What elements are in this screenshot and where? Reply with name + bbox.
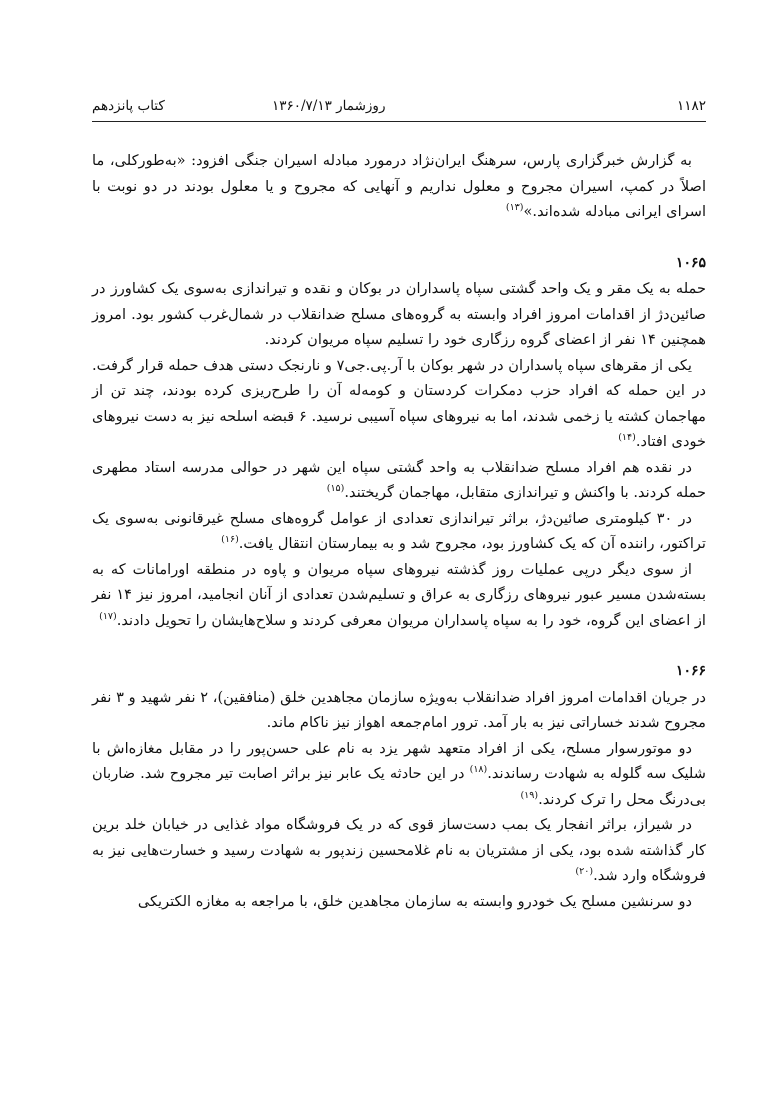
paragraph-text: در نقده هم افراد مسلح ضدانقلاب به واحد گشتی سپاه این شهر در حوالی مدرسه استاد مطهری حمله کردند. با واکنش و تیراندازی متقابل، مهاجمان گریختند. [92,458,706,501]
running-header [92,96,706,122]
footnote-ref: (۲۰) [575,866,594,877]
section-paragraph [92,557,706,634]
book-page [92,0,706,1110]
section-paragraph [92,353,706,455]
section-paragraph [92,506,706,557]
paragraph-text: حمله به یک مقر و یک واحد گشتی سپاه پاسداران در بوکان و نقده و تیراندازی به‌سوی یک کشاورز در صائین‌دژ از اقدامات امروز افراد وابسته به گروه‌های مسلح ضدانقلاب در شمال‌غرب کشور بود. امروز همچنین ۱۴ نفر از اعضای گروه رزگاری خود را تسلیم سپاه مریوان کردند. [92,280,706,348]
section-paragraph [92,889,706,915]
intro-paragraph [92,148,706,225]
footnote-ref: (۱۹) [520,789,539,801]
section-number: ۱۰۶۵ [675,254,706,271]
section-number: ۱۰۶۶ [675,663,706,679]
paragraph-text: به گزارش خبرگزاری پارس، سرهنگ ایران‌نژاد درمورد مبادله اسیران جنگی افزود: «به‌طورکلی، ما اصلاً در کمپ، اسیران مجروح و معلول نداریم و آنهایی که مجروح و یا معلول بودند در دو نوبت با اسرای ایرانی مبادله شده‌اند.» [92,152,706,220]
diary-date-label: روزشمار ۱۳۶۰/۷/۱۳ [272,98,386,114]
section-paragraph [92,276,706,353]
paragraph-text: در شیراز، براثر انفجار یک بمب دست‌ساز قوی که در یک فروشگاه مواد غذایی در خیابان خلد برین کار گذاشته شده بود، یکی از مشتریان به نام غلامحسین زندپور به شهادت رسید و خسارت‌هایی نیز به فروشگاه وارد شد. [92,816,706,884]
page-number: ۱۱۸۲ [676,98,706,114]
header-rule [92,121,706,122]
section-paragraph [92,736,706,813]
footnote-ref: (۱۷) [99,610,117,622]
footnote-ref: (۱۸) [469,764,488,775]
book-title: کتاب پانزدهم [92,98,165,114]
section-paragraph [92,455,706,506]
paragraph-text: دو موتورسوار مسلح، یکی از افراد متعهد شهر یزد به نام علی حسن‌پور را در مقابل مغازه‌اش با شلیک سه گلوله به شهادت رساندند. [92,739,706,782]
footnote-ref: (۱۵) [326,483,345,494]
paragraph-text: از سوی دیگر درپی عملیات روز گذشته نیروهای سپاه مریوان و پاوه در منطقه اورامانات که به بسته‌شدن مسیر عبور نیروهای رزگاری به عراق و تسلیم‌شدن تعدادی از آنان انجامید، امروز نیز ۱۴ نفر از اعضای این گروه، خود را به سپاه پاسداران مریوان معرفی کردند و سلاح‌هایشان را تحویل دادند. [92,560,707,629]
footnote-ref: (۱۴) [618,432,636,443]
paragraph-text: در ۳۰ کیلومتری صائین‌دژ، براثر تیراندازی تعدادی از عوامل گروه‌های مسلح غیرقانونی به‌سوی یک تراکتور، راننده آن که یک کشاورز بود، مجروح شد و به بیمارستان انتقال یافت. [92,509,706,552]
section-paragraph [92,812,706,889]
paragraph-text: در این حادثه یک عابر نیز براثر اصابت تیر مجروح شد. ضاربان بی‌درنگ محل را ترک کردند. [92,765,706,808]
footnote-ref: (۱۳) [505,202,524,213]
page-content [92,148,706,914]
section-paragraph [92,685,706,736]
paragraph-text: دو سرنشین مسلح یک خودرو وابسته به سازمان مجاهدین خلق، با مراجعه به مغازه الکتریکی [137,892,692,910]
paragraph-text: در جریان اقدامات امروز افراد ضدانقلاب به‌ویژه سازمان مجاهدین خلق (منافقین)، ۲ نفر شهید و ۳ نفر مجروح شدند خساراتی نیز به بار آمد. ترور امام‌جمعه اهواز نیز ناکام ماند. [92,688,706,731]
footnote-ref: (۱۶) [221,534,239,545]
paragraph-text: یکی از مقرهای سپاه پاسداران در شهر بوکان با آر.پی.جی۷ و نارنجک دستی هدف حمله قرار گرفت. در این حمله که افراد حزب دمکرات کردستان و کومه‌له آن را طرح‌ریزی کرده بودند، چند تن از مهاجمان کشته یا زخمی شدند، اما به نیروهای سپاه آسیبی نرسید. ۶ قبضه اسلحه نیز به دست نیروهای خودی افتاد. [92,356,706,450]
